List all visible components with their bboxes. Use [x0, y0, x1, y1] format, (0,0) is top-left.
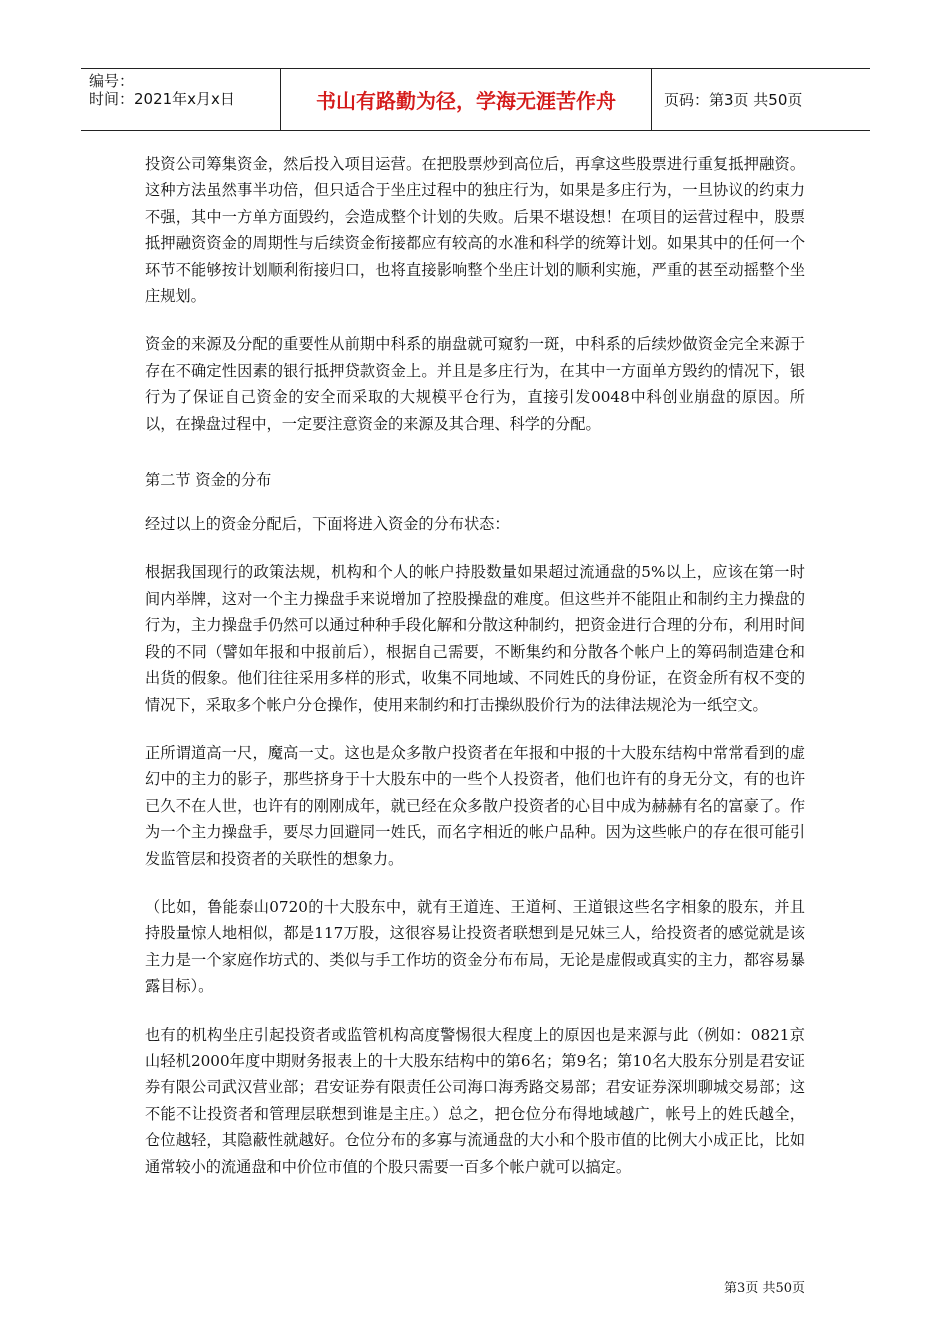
header-page-info: 页码：第3页 共50页	[664, 91, 803, 109]
section-title: 第二节 资金的分布	[145, 471, 272, 490]
number-label: 编号：	[89, 72, 135, 90]
date-label: 时间：2021年x月x日	[89, 90, 235, 108]
paragraph: （比如，鲁能泰山0720的十大股东中，就有王道连、王道柯、王道银这些名字相象的股东，并且持股量惊人地相似，都是117万股，这很容易让投资者联想到是兄妹三人，给投资者的感觉就是该主力是一个家庭作坊式的、类似与手工作坊的资金分布布局，无论是虚假或真实的主力，都容易暴露目标）。	[145, 897, 805, 996]
document-body	[145, 151, 805, 1202]
paragraph: 也有的机构坐庄引起投资者或监管机构高度警惕很大程度上的原因也是来源与此（例如：0821京山轻机2000年度中期财务报表上的十大股东结构中的第6名；第9名；第10名大股东分别是君安证券有限公司武汉营业部；君安证券有限责任公司海口海秀路交易部；君安证券深圳聊城交易部；这不能不让投资者和管理层联想到谁是主庄。）总之，把仓位分布得地域越广，帐号上的姓氏越全，仓位越轻，其隐蔽性就越好。仓位分布的多寡与流通盘的大小和个股市值的比例大小成正比，比如通常较小的流通盘和中价位市值的个股只需要一百多个帐户就可以搞定。	[145, 1025, 805, 1176]
page-header	[81, 68, 870, 131]
paragraph: 资金的来源及分配的重要性从前期中科系的崩盘就可窥豹一斑，中科系的后续炒做资金完全来源于存在不确定性因素的银行抵押贷款资金上。并且是多庄行为，在其中一方面单方毁约的情况下，银行为了保证自己资金的安全而采取的大规模平仓行为，直接引发0048中科创业崩盘的原因。所以，在操盘过程中，一定要注意资金的来源及其合理、科学的分配。	[145, 335, 805, 433]
paragraph: 根据我国现行的政策法规，机构和个人的帐户持股数量如果超过流通盘的5%以上，应该在第一时间内举牌，这对一个主力操盘手来说增加了控股操盘的难度。但这些并不能阻止和制约主力操盘的行为，主力操盘手仍然可以通过种种手段化解和分散这种制约，把资金进行合理的分布，利用时间段的不同（譬如年报和中报前后），根据自己需要，不断集约和分散各个帐户上的筹码制造建仓和出货的假象。他们往往采用多样的形式，收集不同地域、不同姓氏的身份证，在资金所有权不变的情况下，采取多个帐户分仓操作，使用来制约和打击操纵股价行为的法律法规沦为一纸空文。	[145, 563, 805, 714]
header-motto: 书山有路勤为径，学海无涯苦作舟	[281, 69, 652, 130]
page-footer: 第3页 共50页	[724, 1281, 805, 1296]
paragraph: 正所谓道高一尺，魔高一丈。这也是众多散户投资者在年报和中报的十大股东结构中常常看到的虚幻中的主力的影子，那些挤身于十大股东中的一些个人投资者，他们也许有的身无分文，有的也许已久不在人世，也许有的刚刚成年，就已经在众多散户投资者的心目中成为赫赫有名的富豪了。作为一个主力操盘手，要尽力回避同一姓氏，而名字相近的帐户品种。因为这些帐户的存在很可能引发监管层和投资者的关联性的想象力。	[145, 743, 805, 868]
paragraph: 投资公司筹集资金，然后投入项目运营。在把股票炒到高位后，再拿这些股票进行重复抵押融资。这种方法虽然事半功倍，但只适合于坐庄过程中的独庄行为，如果是多庄行为，一旦协议的约束力不强，其中一方单方面毁约，会造成整个计划的失败。后果不堪设想！在项目的运营过程中，股票抵押融资资金的周期性与后续资金衔接都应有较高的水准和科学的统筹计划。如果其中的任何一个环节不能够按计划顺利衔接归口，也将直接影响整个坐庄计划的顺利实施，严重的甚至动摇整个坐庄规划。	[145, 155, 805, 306]
header-meta	[81, 69, 281, 130]
paragraph: 经过以上的资金分配后，下面将进入资金的分布状态：	[145, 515, 510, 534]
